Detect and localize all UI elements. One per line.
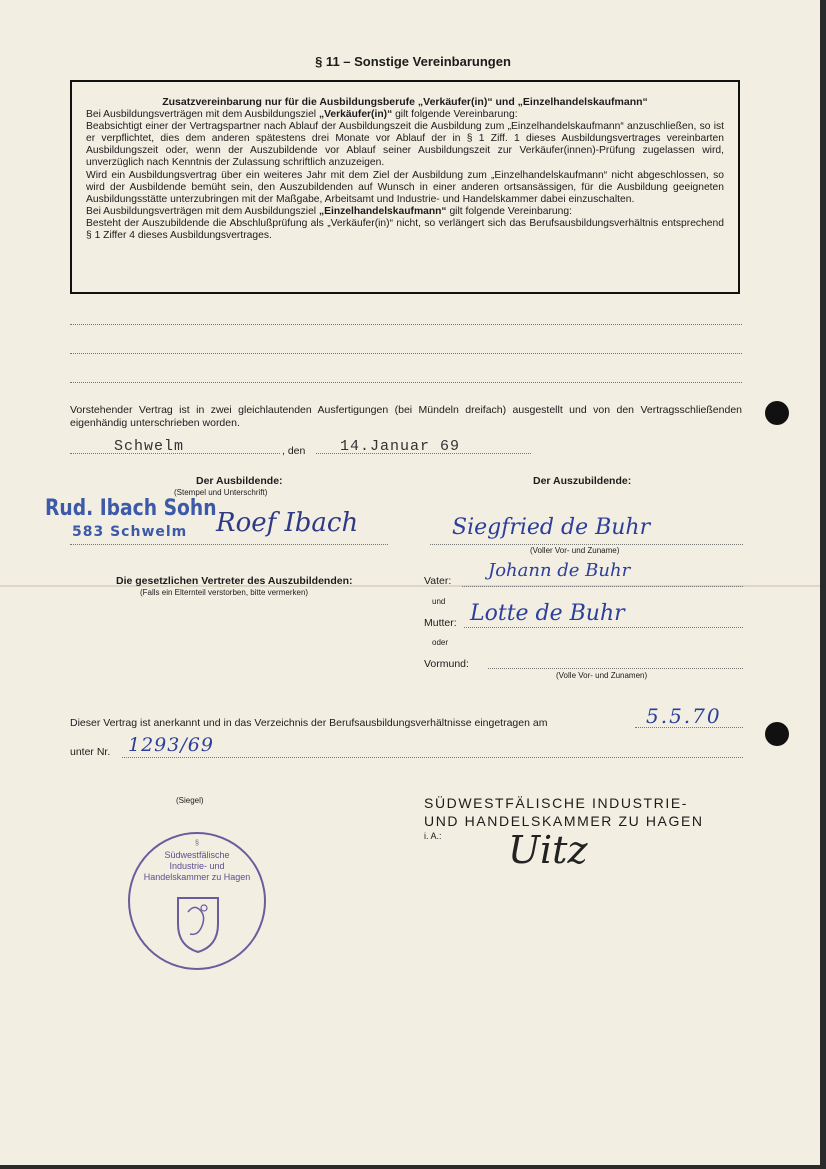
chamber-ia: i. A.: xyxy=(424,831,442,841)
register-text: Dieser Vertrag ist anerkannt und in das Verzeichnis der Berufsausbildungsverhältnisse eingetragen am xyxy=(70,717,548,729)
date-value: 14.Januar 69 xyxy=(340,438,461,455)
guardian-sublabel: (Volle Vor- und Zunamen) xyxy=(556,671,648,680)
blank-line-3 xyxy=(70,382,742,383)
punch-hole-bottom xyxy=(765,722,789,746)
mother-line xyxy=(464,627,743,628)
box-paragraph-4: Bei Ausbildungsverträgen mit dem Ausbildungsziel „Einzelhandelskaufmann“ gilt folgende Vereinbarung: xyxy=(86,205,572,217)
seal-mark: § xyxy=(195,840,199,847)
mother-label: Mutter: xyxy=(424,617,457,629)
trainee-label: Der Auszubildende: xyxy=(533,475,632,487)
box-paragraph-3: Wird ein Ausbildungsvertrag über ein weiteres Jahr mit dem Ziel der Ausbildung zum „Einzelhandelskaufmann“ nicht abgeschlossen, so wird der Ausbildende bemüht sein, den Auszubildenden auf Wunsch in einer anderen ortsansässigen, für die Ausbildung geeigneten Ausbildungsstätte unterzubringen mit der Maßgabe, Arbeitsamt und Industrie- und Handelskammer dabei einzuschalten. xyxy=(86,169,724,205)
trainer-stamp-city: 583 Schwelm xyxy=(72,524,188,540)
seal-text: Südwestfälische Industrie- und Handelskammer zu Hagen xyxy=(143,850,251,882)
father-label: Vater: xyxy=(424,575,452,587)
official-seal xyxy=(128,832,266,970)
punch-hole-top xyxy=(765,401,789,425)
and-label: und xyxy=(432,597,446,606)
trainer-signature: Roef Ibach xyxy=(216,508,359,538)
mother-signature: Lotte de Buhr xyxy=(470,601,625,626)
trainee-sublabel: (Voller Vor- und Zuname) xyxy=(530,546,620,555)
date-connector: , den xyxy=(282,445,306,457)
blank-line-2 xyxy=(70,353,742,354)
box-heading: Zusatzvereinbarung nur für die Ausbildungsberufe „Verkäufer(in)“ und „Einzelhandelskaufmann“ xyxy=(162,96,648,108)
chamber-name xyxy=(424,794,704,830)
number-label: unter Nr. xyxy=(70,746,111,758)
blank-line-1 xyxy=(70,324,742,325)
guardian-label: Vormund: xyxy=(424,658,469,670)
box-paragraph-5: Besteht der Auszubildende die Abschlußprüfung als „Verkäufer(in)“ nicht, so verlängert sich das Berufsausbildungsverhältnis entsprechend § 1 Ziffer 4 dieses Ausbildungsvertrages. xyxy=(86,217,724,242)
coat-of-arms-icon xyxy=(174,894,222,954)
guardians-sublabel: (Falls ein Elternteil verstorben, bitte vermerken) xyxy=(140,588,309,597)
box-paragraph-2: Beabsichtigt einer der Vertragspartner nach Ablauf der Ausbildungszeit die Ausbildung zum „Einzelhandelskaufmann“ anzuschließen, so ist er verpflichtet, dies dem anderen spätestens drei Monate vor Ablauf der in § 1 Ziff. 1 dieses Ausbildungsvertrages vereinbarten Ausbildungszeit oder, wenn der Auszubildende vor Ablauf seiner Ausbildungszeit zur Verkäufer(innen)-Prüfung zugelassen wird, unverzüglich nach Kenntnis der Zulassung schriftlich anzuzeigen. xyxy=(86,121,724,169)
trainer-stamp-name: Rud. Ibach Sohn xyxy=(45,496,217,521)
register-date: 5.5.70 xyxy=(646,704,722,728)
box-paragraph-1: Bei Ausbildungsverträgen mit dem Ausbildungsziel „Verkäufer(in)“ gilt folgende Vereinbarung: xyxy=(86,109,518,121)
father-signature: Johann de Buhr xyxy=(488,560,631,581)
chamber-signature: Uitz xyxy=(508,828,588,872)
chamber-line-1: SÜDWESTFÄLISCHE INDUSTRIE- xyxy=(424,795,689,811)
father-line xyxy=(462,586,743,587)
trainee-signature: Siegfried de Buhr xyxy=(452,515,651,540)
chamber-line-2: UND HANDELSKAMMER ZU HAGEN xyxy=(424,813,704,829)
guardians-label: Die gesetzlichen Vertreter des Auszubildenden: xyxy=(116,575,353,587)
additional-agreement-box xyxy=(70,80,740,294)
section-title: § 11 – Sonstige Vereinbarungen xyxy=(315,54,511,69)
trainer-signature-line xyxy=(70,544,388,545)
seal-label: (Siegel) xyxy=(176,796,204,805)
guardian-line xyxy=(488,668,743,669)
trainee-signature-line xyxy=(430,544,743,545)
trainer-label: Der Ausbildende: xyxy=(196,475,283,487)
number-line xyxy=(122,757,743,758)
contract-statement: Vorstehender Vertrag ist in zwei gleichlautenden Ausfertigungen (bei Mündeln dreifach) ausgestellt und von den Vertragsschließenden eigenhändig unterschrieben worden. xyxy=(70,404,742,429)
or-label: oder xyxy=(432,638,449,647)
trainer-sublabel: (Stempel und Unterschrift) xyxy=(174,488,268,497)
number-value: 1293/69 xyxy=(128,734,214,756)
place-value: Schwelm xyxy=(114,438,185,455)
